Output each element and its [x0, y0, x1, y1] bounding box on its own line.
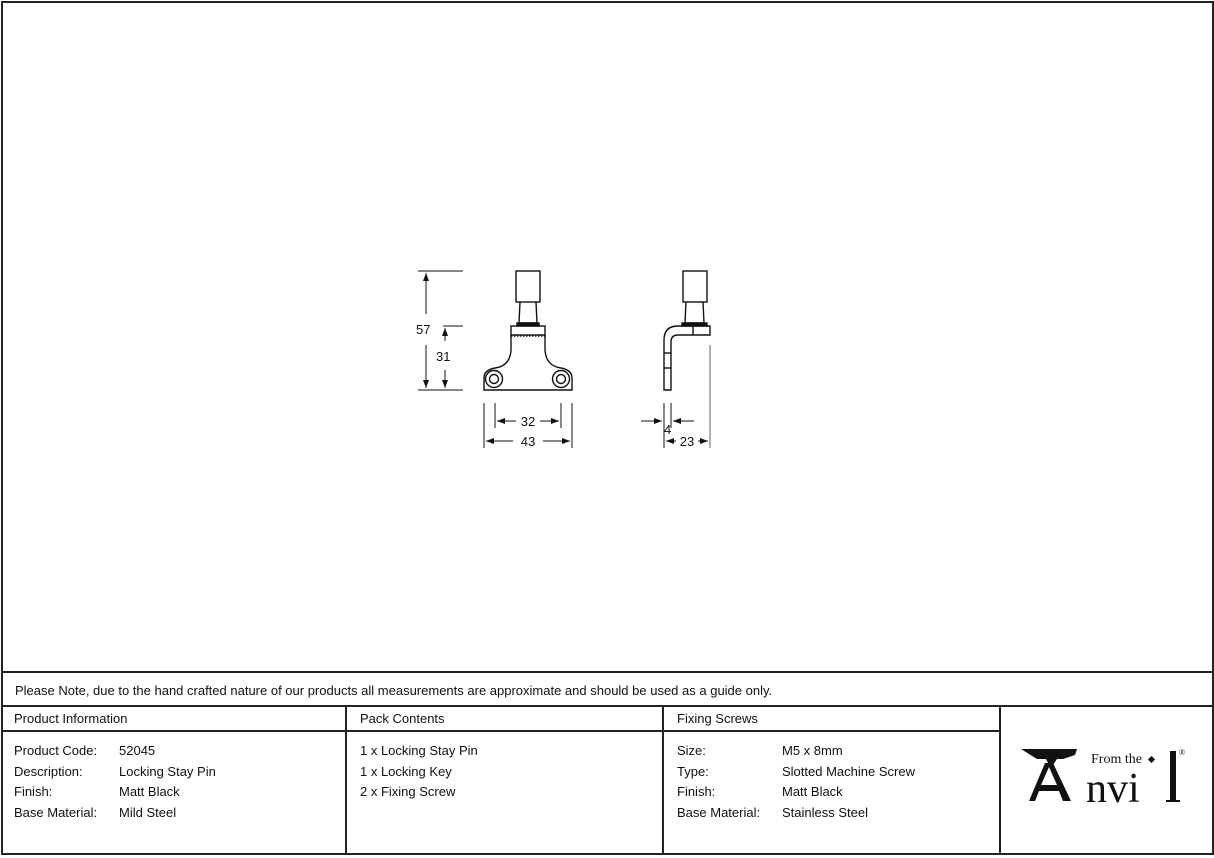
fixing-screws-heading: Fixing Screws	[677, 711, 758, 726]
registered-mark: ®	[1179, 748, 1186, 757]
info-label: Finish:	[677, 784, 716, 799]
info-value: 52045	[119, 743, 156, 758]
info-row	[677, 803, 915, 824]
pack-contents-section	[347, 707, 662, 853]
side-dimensions	[641, 345, 710, 448]
side-view	[664, 271, 710, 390]
dim-overall-width: 43	[520, 434, 536, 449]
info-label: Base Material:	[14, 804, 98, 820]
info-row	[14, 762, 216, 783]
info-row	[677, 741, 915, 762]
info-table	[1, 707, 1212, 853]
fixing-screws-list	[677, 741, 915, 823]
fixing-screws-section	[664, 707, 1000, 853]
pack-contents-list	[360, 741, 478, 803]
info-label: Size:	[677, 743, 706, 758]
brand-text: nvi	[1086, 766, 1140, 812]
info-value: Matt Black	[782, 784, 843, 799]
list-item: 2 x Fixing Screw	[360, 784, 456, 799]
info-label: Product Code:	[14, 743, 98, 758]
info-value: Matt Black	[119, 784, 180, 799]
disclaimer-text: Please Note, due to the hand crafted nature of our products all measurements are approximate and should be used as a guide only.	[15, 683, 773, 698]
product-information-list	[14, 741, 216, 823]
front-view	[484, 271, 572, 390]
info-value: Locking Stay Pin	[119, 763, 216, 779]
dim-projection: 23	[679, 434, 695, 449]
disclaimer-row	[1, 671, 1212, 707]
diamond-icon	[1148, 756, 1155, 763]
fixing-screws-header	[664, 707, 1000, 732]
dim-hole-centers: 32	[520, 414, 536, 429]
info-row	[677, 762, 915, 783]
pack-contents-header	[347, 707, 662, 732]
brand-l-serif	[1166, 800, 1180, 802]
info-value: Stainless Steel	[782, 804, 868, 820]
list-item: 1 x Locking Key	[360, 763, 452, 779]
anvil-icon	[1021, 749, 1077, 801]
info-row	[677, 782, 915, 803]
pack-contents-heading: Pack Contents	[360, 711, 445, 726]
info-label: Finish:	[14, 784, 53, 799]
info-row	[14, 782, 216, 803]
info-row	[14, 803, 216, 824]
dim-plate-thickness: 4	[664, 422, 672, 437]
product-information-heading: Product Information	[14, 711, 128, 726]
info-label: Base Material:	[677, 804, 761, 820]
info-value: M5 x 8mm	[782, 743, 843, 758]
dim-base-height: 31	[436, 349, 451, 364]
info-row	[14, 741, 216, 762]
list-item: 1 x Locking Stay Pin	[360, 743, 478, 758]
front-dimension-labels	[416, 322, 535, 449]
info-value: Mild Steel	[119, 804, 177, 820]
logo-tagline: From the	[1091, 752, 1142, 767]
brand-l-stroke	[1170, 751, 1176, 802]
info-value: Slotted Machine Screw	[782, 763, 915, 779]
product-information-section	[1, 707, 346, 853]
info-label: Description:	[14, 763, 83, 779]
product-information-header	[1, 707, 346, 732]
info-label: Type:	[677, 763, 709, 779]
from-the-anvil-logo	[1001, 707, 1212, 853]
dim-overall-height: 57	[416, 322, 431, 337]
side-dimension-labels	[664, 422, 694, 449]
